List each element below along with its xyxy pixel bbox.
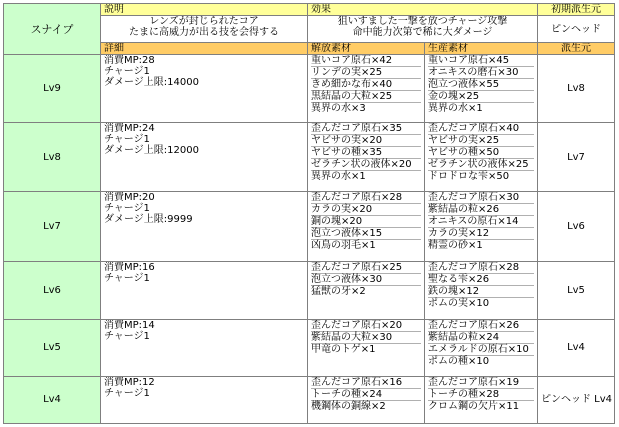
unlock-material-item: 猛獣の牙×2 bbox=[311, 286, 366, 298]
detail-item: ダメージ上限:12000 bbox=[104, 144, 199, 156]
detail-header: 詳細 bbox=[101, 42, 308, 54]
produce-material-item: エメラルドの原石×10 bbox=[428, 344, 534, 356]
derived-cell: Lv6 bbox=[538, 192, 615, 262]
desc-header: 説明 bbox=[101, 4, 308, 16]
unlock-material-item: 異界の水×1 bbox=[311, 170, 366, 182]
detail-cell bbox=[101, 192, 308, 262]
produce-material-item: ポムの種×10 bbox=[428, 355, 490, 367]
level-cell: Lv9 bbox=[4, 55, 101, 123]
unlock-material-item: 黒結晶の大粒×25 bbox=[311, 91, 421, 103]
unlock-material-item: ヤビサの種×35 bbox=[311, 147, 421, 159]
unlock-material-item: 重いコア原石×42 bbox=[311, 55, 421, 67]
derived-header: 派生元 bbox=[538, 42, 615, 54]
effect-text-line-2: 命中能力次第で稀に大ダメージ bbox=[352, 27, 493, 39]
effect-text-line-1: 狙いすました一撃を放つチャージ攻撃 bbox=[337, 16, 508, 28]
unlock-material-item: 歪んだコア原石×16 bbox=[311, 377, 421, 389]
unlock-material-item: 紫結晶の大粒×30 bbox=[311, 332, 421, 344]
produce-material-item: 歪んだコア原石×30 bbox=[428, 192, 534, 204]
unlock-material-item: トーチの種×24 bbox=[311, 389, 421, 401]
produce-material-item: クロム鋼の欠片×11 bbox=[428, 400, 520, 412]
detail-cell bbox=[101, 376, 308, 423]
level-row bbox=[4, 192, 615, 262]
produce-material-item: ポムの実×10 bbox=[428, 298, 490, 310]
unlock-material-item: カラの実×20 bbox=[311, 204, 421, 216]
produce-material-item: ゼラチン状の液体×25 bbox=[428, 159, 534, 171]
produce-material-item: 紫結晶の粒×26 bbox=[428, 204, 534, 216]
unlock-material-cell bbox=[308, 319, 425, 376]
produce-material-item: カラの実×12 bbox=[428, 228, 534, 240]
produce-material-cell bbox=[425, 122, 538, 192]
produce-material-item: 重いコア原石×45 bbox=[428, 55, 534, 67]
skill-name: スナイプ bbox=[30, 22, 74, 36]
produce-material-item: オニキスの磨石×30 bbox=[428, 67, 534, 79]
produce-header: 生産素材 bbox=[425, 42, 538, 54]
unlock-material-item: 泡立つ液体×30 bbox=[311, 274, 421, 286]
detail-item: 消費MP:20 bbox=[104, 192, 155, 204]
produce-material-item: 歪んだコア原石×40 bbox=[428, 123, 534, 135]
unlock-material-item: 異界の水×3 bbox=[311, 103, 366, 115]
produce-material-item: 歪んだコア原石×26 bbox=[428, 320, 534, 332]
effect-text-cell bbox=[308, 16, 538, 43]
produce-material-item: ヤビサの実×25 bbox=[428, 135, 534, 147]
unlock-material-item: 泡立つ液体×15 bbox=[311, 228, 421, 240]
unlock-material-item: ゼラチン状の液体×20 bbox=[311, 159, 421, 171]
detail-item: チャージ1 bbox=[104, 203, 150, 215]
unlock-material-item: 歪んだコア原石×28 bbox=[311, 192, 421, 204]
unlock-material-item: きめ細かな布×40 bbox=[311, 79, 421, 91]
detail-item: チャージ1 bbox=[104, 133, 150, 145]
unlock-material-cell bbox=[308, 262, 425, 319]
level-cell: Lv7 bbox=[4, 192, 101, 262]
detail-item: チャージ1 bbox=[104, 66, 150, 78]
unlock-material-cell bbox=[308, 376, 425, 423]
unlock-material-item: 歪んだコア原石×25 bbox=[311, 262, 421, 274]
level-cell: Lv6 bbox=[4, 262, 101, 319]
produce-material-item: 金の塊×25 bbox=[428, 91, 534, 103]
level-cell: Lv8 bbox=[4, 122, 101, 192]
detail-item: チャージ1 bbox=[104, 273, 150, 285]
produce-material-item: オニキスの原石×14 bbox=[428, 216, 534, 228]
unlock-material-cell bbox=[308, 192, 425, 262]
unlock-material-item: 機鋼体の銅線×2 bbox=[311, 400, 386, 412]
detail-item: 消費MP:14 bbox=[104, 319, 155, 331]
detail-item: ダメージ上限:14000 bbox=[104, 77, 199, 89]
produce-material-item: 歪んだコア原石×19 bbox=[428, 377, 534, 389]
unlock-material-item: リンデの実×25 bbox=[311, 67, 421, 79]
level-cell: Lv5 bbox=[4, 319, 101, 376]
detail-cell bbox=[101, 55, 308, 123]
skill-name-cell bbox=[4, 4, 101, 55]
derived-cell: ピンヘッド Lv4 bbox=[538, 376, 615, 423]
detail-item: 消費MP:24 bbox=[104, 122, 155, 134]
derived-cell: Lv8 bbox=[538, 55, 615, 123]
unlock-material-item: ヤビサの実×20 bbox=[311, 135, 421, 147]
derived-cell: Lv7 bbox=[538, 122, 615, 192]
desc-text-cell bbox=[101, 16, 308, 43]
produce-material-cell bbox=[425, 192, 538, 262]
unlock-material-item: 歪んだコア原石×35 bbox=[311, 123, 421, 135]
origin-header: 初期派生元 bbox=[538, 4, 615, 16]
detail-item: 消費MP:28 bbox=[104, 55, 155, 67]
unlock-material-item: 甲竜のトゲ×1 bbox=[311, 343, 376, 355]
produce-material-cell bbox=[425, 55, 538, 123]
produce-material-cell bbox=[425, 319, 538, 376]
derived-cell: Lv5 bbox=[538, 262, 615, 319]
produce-material-item: 泡立つ液体×55 bbox=[428, 79, 534, 91]
unlock-material-item: 凶鳥の羽毛×1 bbox=[311, 240, 376, 252]
unlock-material-cell bbox=[308, 122, 425, 192]
level-row bbox=[4, 262, 615, 319]
effect-header: 効果 bbox=[308, 4, 538, 16]
detail-item: チャージ1 bbox=[104, 387, 150, 399]
produce-material-item: 歪んだコア原石×28 bbox=[428, 262, 534, 274]
produce-material-item: 紫結晶の粒×24 bbox=[428, 332, 534, 344]
level-row bbox=[4, 376, 615, 423]
level-row bbox=[4, 55, 615, 123]
produce-material-cell bbox=[425, 376, 538, 423]
produce-material-cell bbox=[425, 262, 538, 319]
unlock-material-item: 歪んだコア原石×20 bbox=[311, 320, 421, 332]
desc-text-line-1: レンズが封じられたコア bbox=[149, 16, 259, 28]
level-row bbox=[4, 319, 615, 376]
desc-text-line-2: たまに高威力が出る技を会得する bbox=[129, 27, 279, 39]
detail-cell bbox=[101, 122, 308, 192]
produce-material-item: トーチの種×28 bbox=[428, 389, 534, 401]
produce-material-item: 聖なる雫×26 bbox=[428, 274, 534, 286]
produce-material-item: ドロドロな雫×50 bbox=[428, 170, 510, 182]
produce-material-item: ヤビサの種×50 bbox=[428, 147, 534, 159]
detail-item: ダメージ上限:9999 bbox=[104, 214, 193, 226]
origin-value: ピンヘッド bbox=[538, 16, 615, 43]
produce-material-item: 精霊の砂×1 bbox=[428, 240, 483, 252]
unlock-material-cell bbox=[308, 55, 425, 123]
detail-item: 消費MP:12 bbox=[104, 376, 155, 388]
derived-cell: Lv4 bbox=[538, 319, 615, 376]
level-row bbox=[4, 122, 615, 192]
detail-item: チャージ1 bbox=[104, 330, 150, 342]
detail-item: 消費MP:16 bbox=[104, 262, 155, 274]
produce-material-item: 異界の水×1 bbox=[428, 103, 483, 115]
detail-cell bbox=[101, 319, 308, 376]
produce-material-item: 鉄の塊×12 bbox=[428, 286, 534, 298]
level-cell: Lv4 bbox=[4, 376, 101, 423]
skill-table bbox=[3, 3, 615, 424]
unlock-header: 解放素材 bbox=[308, 42, 425, 54]
detail-cell bbox=[101, 262, 308, 319]
unlock-material-item: 銅の塊×20 bbox=[311, 216, 421, 228]
level-rows bbox=[4, 55, 615, 424]
